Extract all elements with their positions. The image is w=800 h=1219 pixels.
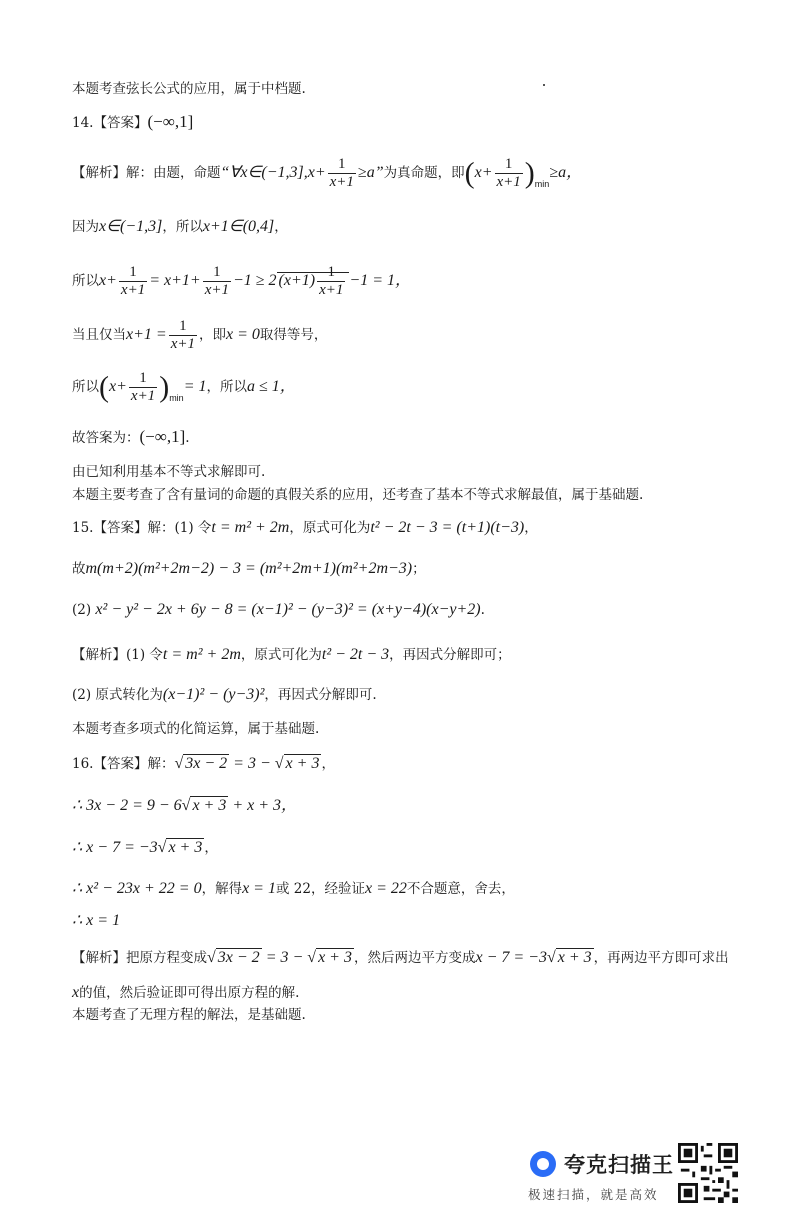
frac-numerator: 1 xyxy=(317,264,345,282)
math: x = 22 xyxy=(364,880,407,897)
q16-line-2: ∴ 3x − 2 = 9 − 6√ x + 3 + x + 3， xyxy=(72,797,298,814)
sqrt-expression: x + 3 xyxy=(318,949,352,966)
text: ，所以 xyxy=(206,379,247,395)
math: −1 ≥ 2 xyxy=(232,272,277,289)
math: ∴ 3x − 2 = 9 − 6 xyxy=(72,797,182,814)
q14-final-answer-line xyxy=(72,428,190,447)
text: 故答案为： xyxy=(72,430,140,446)
q15-tag: 15.【答案】解：(1) 令 xyxy=(72,520,212,536)
q15-analysis-line xyxy=(72,646,511,664)
frac-numerator: 1 xyxy=(203,264,231,282)
math: ∴ x² − 23x + 22 = 0 xyxy=(72,880,202,897)
text: ，即 xyxy=(198,327,226,343)
text: (2) xyxy=(72,602,96,618)
frac-denominator: x+1 xyxy=(204,282,229,298)
text: 故 xyxy=(72,561,86,577)
math: m(m+2)(m²+2m−2) − 3 = (m²+2m+1)(m²+2m−3) xyxy=(85,560,413,577)
math: ∴ x − 7 = −3 xyxy=(72,839,158,856)
text: ， xyxy=(321,756,335,772)
math: x+1 = xyxy=(126,326,167,343)
text: ，再因式分解即可； xyxy=(389,647,511,663)
frac-denominator: x+1 xyxy=(329,174,354,190)
scan-speck xyxy=(543,84,545,86)
q15-line-3 xyxy=(72,601,485,619)
sqrt-expression: 3x − 2 xyxy=(185,755,228,772)
math: (−∞,1] xyxy=(139,427,186,446)
math: x − 7 = −3 xyxy=(475,949,547,966)
frac-numerator: 1 xyxy=(169,318,197,336)
text: 不合题意，舍去， xyxy=(406,881,515,897)
text: 因为 xyxy=(72,219,99,235)
frac-denominator: x+1 xyxy=(496,174,521,190)
frac-numerator: 1 xyxy=(119,264,147,282)
math: = 3 − xyxy=(261,949,308,966)
fraction xyxy=(169,318,197,353)
sqrt-expression: x + 3 xyxy=(192,797,227,814)
q14-fraction xyxy=(328,156,356,191)
text: ， xyxy=(524,520,538,536)
q14-analysis-head: 【解析】解：由题，命题 xyxy=(72,165,221,181)
text: 的值，然后验证即可得出原方程的解. xyxy=(79,985,300,1001)
math: x∈(−1,3] xyxy=(99,218,163,235)
q14-fraction-2 xyxy=(495,156,523,191)
text: ，再两边平方即可求出 xyxy=(593,950,729,966)
text: 或 22，经验证 xyxy=(275,881,365,897)
fraction xyxy=(129,370,157,405)
q14-prop-post: ≥a” xyxy=(357,164,384,181)
scanner-watermark xyxy=(524,1143,740,1205)
q16-line-4 xyxy=(72,880,515,898)
text: 取得等号， xyxy=(259,327,328,343)
q14-answer: (−∞,1] xyxy=(147,112,194,131)
q14-note-1: 由已知利用基本不等式求解即可. xyxy=(72,464,266,480)
math: x+1∈(0,4] xyxy=(202,218,275,235)
frac-denominator: x+1 xyxy=(120,282,146,298)
text: 【解析】把原方程变成 xyxy=(72,950,207,966)
sqrt-expression: x + 3 xyxy=(557,949,592,966)
math: x = 0 xyxy=(225,326,260,343)
text: ； xyxy=(412,561,426,577)
text: (2) 原式转化为 xyxy=(72,687,163,703)
q14-prop-pre: “∀x∈(−1,3],x+ xyxy=(220,164,326,181)
q16-analysis-line: 【解析】把原方程变成√ 3x − 2 = 3 − √ x + 3 ，然后两边平方变成x − 7 = −3√ x + 3 ，再两边平方即可求出 xyxy=(72,949,729,966)
sqrt-expression: (x+1) $\frac{1}{x+1}$ xyxy=(277,272,350,289)
frac-denominator: x+1 xyxy=(319,282,344,298)
q16-note: 本题考查了无理方程的解法，是基础题. xyxy=(72,1007,306,1023)
math: = 3 − xyxy=(229,755,275,772)
q14-so-line: 所以x+ $\frac{1}{x+1}$ = x+1+ $\frac{1}{x+1}$ −1 ≥ 2 (x+1) $\frac{1}{x+1}$ −1 = 1， xyxy=(72,264,411,298)
q15-analysis-line-2 xyxy=(72,686,377,704)
q14-tag: 14.【答案】 xyxy=(72,115,148,131)
text: 当且仅当 xyxy=(72,327,126,343)
math: t² − 2t − 3 = (t+1)(t−3) xyxy=(370,519,525,536)
math: x² − y² − 2x + 6y − 8 = (x−1)² − (y−3)² = (x+y−4)(x−y+2) xyxy=(95,601,481,618)
q14-because-line xyxy=(72,218,288,236)
frac-numerator: 1 xyxy=(495,156,523,174)
q16-answer-line: 16.【答案】解：√ 3x − 2 = 3 − √ x + 3 ， xyxy=(72,755,335,772)
text: . xyxy=(185,430,190,446)
quark-logo-icon xyxy=(530,1151,556,1177)
math: = 1 xyxy=(183,378,207,395)
text: ，然后两边平方变成 xyxy=(353,950,476,966)
text: ， xyxy=(274,219,288,235)
math: ∴ x = 1 xyxy=(72,912,121,929)
math: x = 1 xyxy=(242,880,276,897)
q15-answer-line xyxy=(72,519,538,537)
frac-numerator: 1 xyxy=(129,370,157,388)
q14-equality-line xyxy=(72,318,327,353)
frac-denominator: x+1 xyxy=(170,336,195,352)
q16-line-3: ∴ x − 7 = −3√ x + 3 ， xyxy=(72,839,218,856)
watermark-name: 夸克扫描王 xyxy=(564,1153,674,1177)
math: x xyxy=(72,984,80,1001)
math: −1 = 1， xyxy=(349,272,411,289)
q14-answer-line xyxy=(72,113,193,132)
q14-min-line: 所以(x+ $\frac{1}{x+1}$ )$_{min}= 1$，所以a ≤ 1， xyxy=(72,370,296,404)
sqrt-expression: x + 3 xyxy=(285,755,320,772)
sqrt-expression: x + 3 xyxy=(168,839,203,856)
frac-denominator: x+1 xyxy=(130,388,156,404)
q15-note: 本题考查多项式的化简运算，属于基础题. xyxy=(72,721,320,737)
text: ，解得 xyxy=(201,881,243,897)
text: 所以 xyxy=(72,273,99,289)
math: t = m² + 2m xyxy=(211,519,290,536)
watermark-slogan: 极速扫描，就是高效 xyxy=(528,1187,659,1202)
q15-line-2 xyxy=(72,560,426,578)
math: = x+1+ xyxy=(149,272,201,289)
qr-code-icon xyxy=(678,1143,738,1203)
q16-analysis-line-2 xyxy=(72,984,299,1002)
math: (x−1)² − (y−3)² xyxy=(162,686,265,703)
text: ，原式可化为 xyxy=(240,647,322,663)
text: 【解析】(1) 令 xyxy=(72,647,163,663)
min-subscript: min xyxy=(169,393,184,403)
min-subscript: min xyxy=(534,179,550,189)
text: ，再因式分解即可. xyxy=(264,687,377,703)
text: . xyxy=(480,602,485,618)
text: 所以 xyxy=(72,379,99,395)
math: + x + 3， xyxy=(228,797,298,814)
math: t² − 2t − 3 xyxy=(321,646,390,663)
frac-numerator: 1 xyxy=(328,156,356,174)
q16-line-5 xyxy=(72,912,120,930)
fraction xyxy=(119,264,147,299)
q14-min-ineq: ≥a， xyxy=(549,164,583,181)
q16-tag: 16.【答案】解： xyxy=(72,756,175,772)
text: ，原式可化为 xyxy=(289,520,371,536)
math: t = m² + 2m xyxy=(162,646,241,663)
intro-note: 本题考查弦长公式的应用，属于中档题. xyxy=(72,81,306,97)
text: ，所以 xyxy=(162,219,203,235)
fraction xyxy=(203,264,231,299)
text: ， xyxy=(204,840,218,856)
q14-mid: 为真命题，即 xyxy=(383,165,465,181)
sqrt-expression: 3x − 2 xyxy=(217,949,260,966)
q14-note-2: 本题主要考查了含有量词的命题的真假关系的应用，还考查了基本不等式求解最值，属于基础题. xyxy=(72,487,644,503)
math: a ≤ 1， xyxy=(247,378,296,395)
q14-analysis-line: 【解析】解：由题，命题“∀x∈(−1,3],x+ $\frac{1}{x+1}$ ≥a”为真命题，即(x+ $\frac{1}{x+1}$ )$_{min}\ge a$， xyxy=(72,156,583,190)
